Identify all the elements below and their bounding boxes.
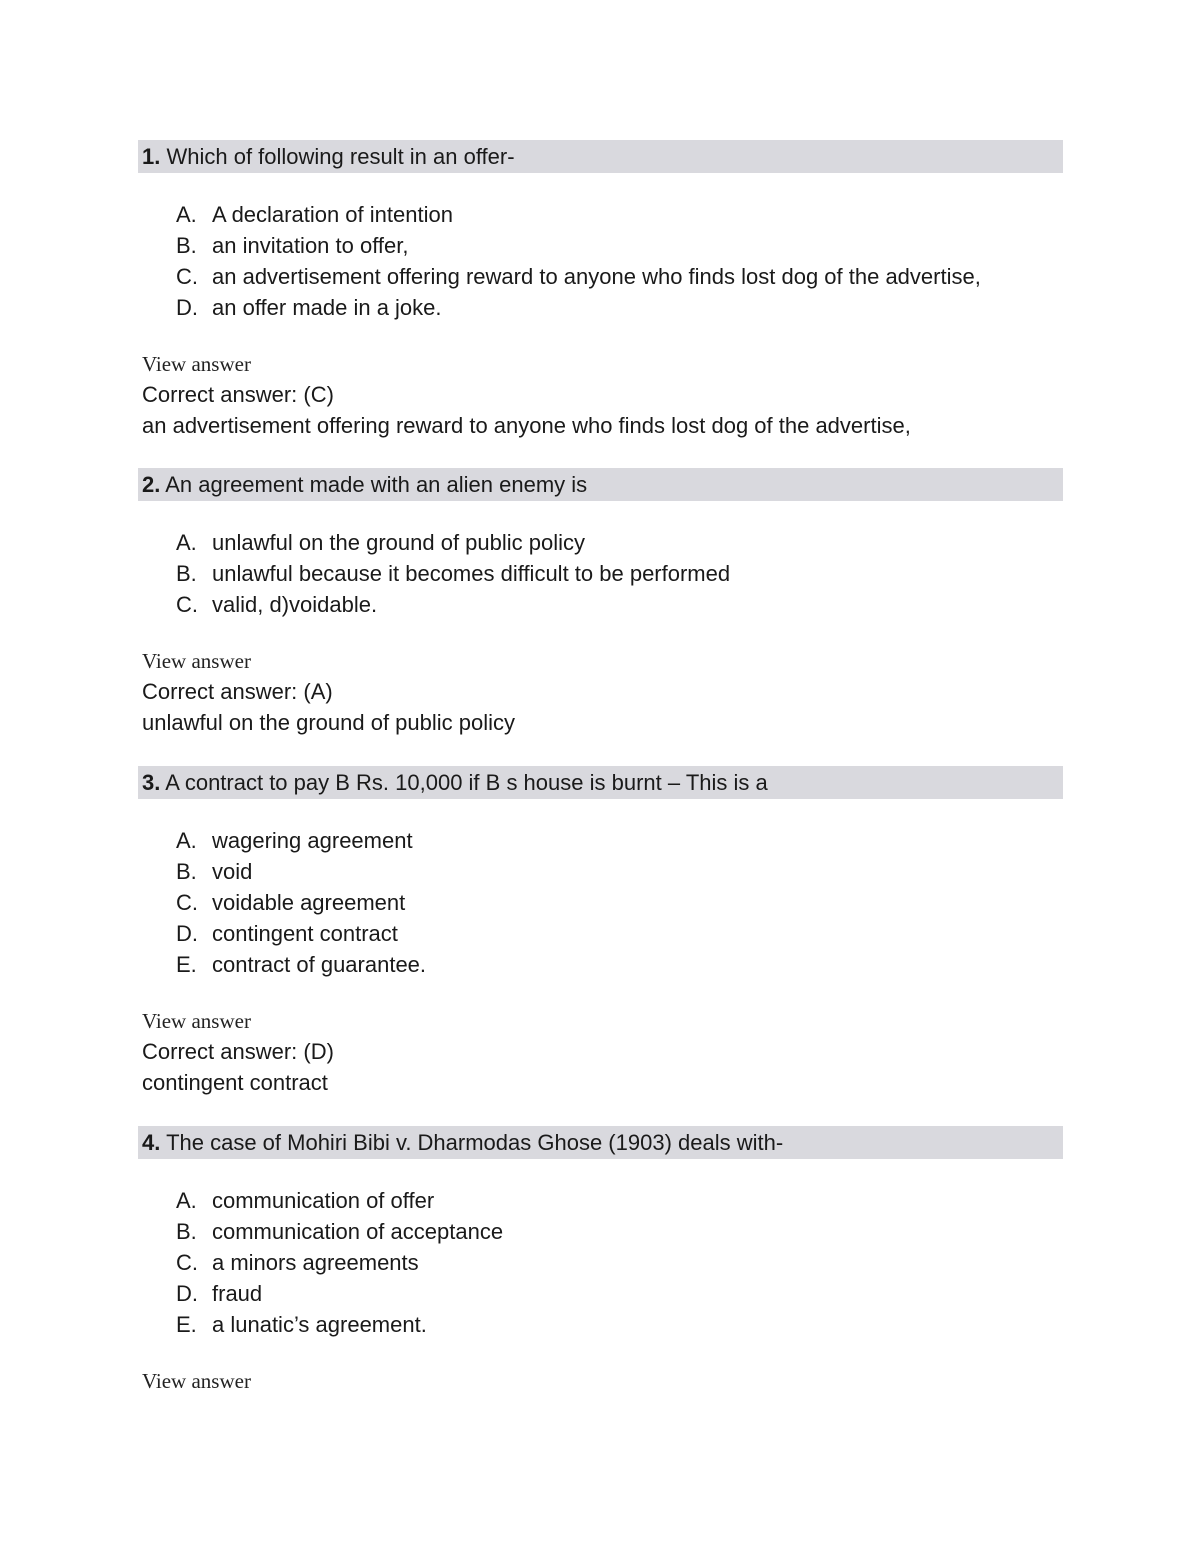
question-3: [138, 766, 1063, 1098]
question-header: [138, 140, 1063, 173]
view-answer-link[interactable]: View answer: [142, 352, 251, 376]
answer-text: an advertisement offering reward to anyone who finds lost dog of the advertise,: [142, 413, 911, 438]
option-e: [176, 949, 1063, 980]
question-4: [138, 1126, 1063, 1396]
correct-answer-label: Correct answer: (A): [142, 679, 333, 704]
question-2: [138, 468, 1063, 738]
option-letter: A.: [176, 1188, 197, 1213]
option-text: voidable agreement: [212, 890, 406, 915]
option-text: wagering agreement: [212, 828, 413, 853]
option-a: [176, 825, 1063, 856]
option-letter: D.: [176, 921, 198, 946]
option-d: [176, 1278, 1063, 1309]
view-answer-link[interactable]: View answer: [142, 649, 251, 673]
option-text: communication of acceptance: [212, 1219, 504, 1244]
question-text: The case of Mohiri Bibi v. Dharmodas Ghose (1903) deals with-: [160, 1130, 784, 1155]
view-answer-link[interactable]: View answer: [142, 1369, 251, 1393]
answer-text: contingent contract: [142, 1070, 328, 1095]
options-list: [138, 527, 1063, 620]
option-letter: A.: [176, 202, 197, 227]
option-a: [176, 527, 1063, 558]
option-text: A declaration of intention: [212, 202, 453, 227]
option-d: [176, 292, 1063, 323]
option-letter: B.: [176, 1219, 197, 1244]
question-text: An agreement made with an alien enemy is: [160, 472, 588, 497]
option-text: void: [212, 859, 253, 884]
option-text: unlawful on the ground of public policy: [212, 530, 586, 555]
option-b: [176, 558, 1063, 589]
question-number: 2.: [142, 472, 161, 497]
correct-answer-label: Correct answer: (D): [142, 1039, 334, 1064]
option-letter: B.: [176, 233, 197, 258]
question-header: [138, 1126, 1063, 1159]
option-text: an offer made in a joke.: [212, 295, 442, 320]
option-a: [176, 1185, 1063, 1216]
options-list: [138, 1185, 1063, 1340]
option-letter: A.: [176, 530, 197, 555]
option-letter: A.: [176, 828, 197, 853]
option-letter: D.: [176, 295, 198, 320]
option-c: [176, 887, 1063, 918]
option-c: [176, 589, 1063, 620]
option-text: an invitation to offer,: [212, 233, 409, 258]
question-number: 1.: [142, 144, 161, 169]
option-letter: D.: [176, 1281, 198, 1306]
option-letter: E.: [176, 952, 197, 977]
option-text: a lunatic’s agreement.: [212, 1312, 427, 1337]
option-text: valid, d)voidable.: [212, 592, 378, 617]
question-text: A contract to pay B Rs. 10,000 if B s house is burnt – This is a: [160, 770, 768, 795]
option-text: fraud: [212, 1281, 263, 1306]
question-text: Which of following result in an offer-: [160, 144, 515, 169]
view-answer-link[interactable]: View answer: [142, 1009, 251, 1033]
option-text: contingent contract: [212, 921, 398, 946]
option-letter: B.: [176, 859, 197, 884]
answer-text: unlawful on the ground of public policy: [142, 710, 516, 735]
option-c: [176, 1247, 1063, 1278]
option-letter: B.: [176, 561, 197, 586]
option-letter: C.: [176, 1250, 198, 1275]
option-b: [176, 230, 1063, 261]
option-b: [176, 856, 1063, 887]
option-letter: C.: [176, 264, 198, 289]
option-text: unlawful because it becomes difficult to be performed: [212, 561, 731, 586]
options-list: [138, 199, 1063, 323]
question-header: [138, 766, 1063, 799]
option-letter: C.: [176, 592, 198, 617]
question-number: 4.: [142, 1130, 161, 1155]
option-text: communication of offer: [212, 1188, 435, 1213]
option-c: [176, 261, 1063, 292]
option-d: [176, 918, 1063, 949]
option-b: [176, 1216, 1063, 1247]
option-a: [176, 199, 1063, 230]
option-text: an advertisement offering reward to anyone who finds lost dog of the advertise,: [212, 264, 981, 289]
option-e: [176, 1309, 1063, 1340]
question-header: [138, 468, 1063, 501]
options-list: [138, 825, 1063, 980]
correct-answer-label: Correct answer: (C): [142, 382, 334, 407]
question-1: [138, 140, 1063, 441]
option-letter: C.: [176, 890, 198, 915]
option-text: a minors agreements: [212, 1250, 419, 1275]
option-letter: E.: [176, 1312, 197, 1337]
question-number: 3.: [142, 770, 161, 795]
option-text: contract of guarantee.: [212, 952, 427, 977]
